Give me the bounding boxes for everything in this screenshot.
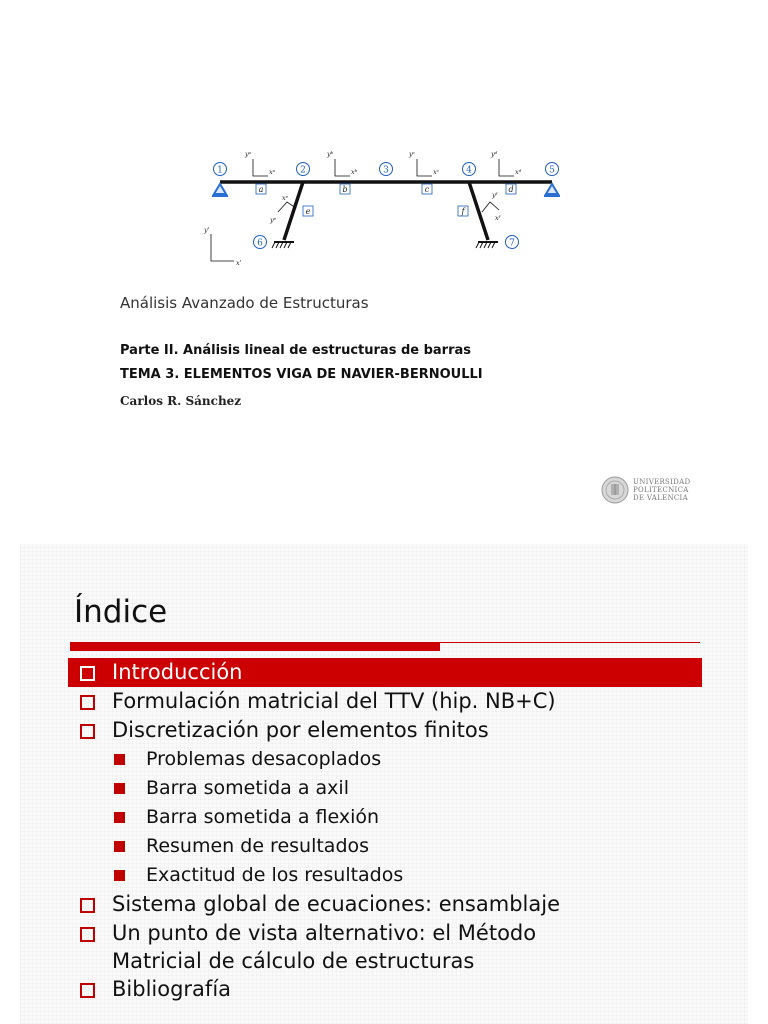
index-subitem-label: Barra sometida a axil (146, 777, 349, 799)
axis-yb-label: yᵇ (327, 150, 334, 158)
axis-xe-label: xᵉ (282, 194, 289, 202)
index-item-label: Sistema global de ecuaciones: ensamblaje (112, 892, 560, 916)
fixed-support-7-icon (476, 242, 498, 248)
filled-square-bullet-icon (114, 812, 125, 823)
index-subitem-flexion[interactable] (68, 803, 702, 832)
axis-ye-label: yᵉ (270, 216, 277, 224)
pin-support-5-icon (544, 184, 560, 196)
element-c-label: c (424, 185, 430, 194)
element-b-label: b (342, 185, 348, 194)
university-logo (601, 476, 690, 504)
index-subitem-label: Barra sometida a flexión (146, 806, 380, 828)
index-item-formulacion[interactable] (68, 687, 702, 716)
hollow-square-bullet-icon (80, 666, 95, 681)
axis-xglobal-label: x' (236, 259, 242, 267)
node-5-label: 5 (549, 165, 555, 176)
filled-square-bullet-icon (114, 754, 125, 765)
hollow-square-bullet-icon (80, 724, 95, 739)
index-item-label-line1: Un punto de vista alternativo: el Método (112, 921, 537, 945)
part-title: Parte II. Análisis lineal de estructuras de barras (120, 343, 472, 358)
hollow-square-bullet-icon (80, 898, 95, 913)
university-seal-icon (601, 476, 629, 504)
index-subitem-label: Resumen de resultados (146, 835, 370, 857)
index-subitem-resumen[interactable] (68, 832, 702, 861)
axis-yf-label: yᶠ (492, 191, 498, 199)
node-4-label: 4 (466, 165, 472, 176)
index-item-discretizacion[interactable] (68, 716, 702, 745)
axis-xf-label: xᶠ (495, 214, 501, 222)
node-2-label: 2 (300, 165, 306, 176)
index-subitem-axil[interactable] (68, 774, 702, 803)
node-1-label: 1 (217, 165, 223, 176)
index-item-label: Formulación matricial del TTV (hip. NB+C) (112, 689, 556, 713)
index-item-punto-de-vista[interactable] (68, 919, 702, 975)
author-name: Carlos R. Sánchez (120, 394, 242, 408)
hollow-square-bullet-icon (80, 983, 95, 998)
axis-yc-label: yᶜ (409, 150, 415, 158)
element-f-label: f (461, 207, 465, 216)
title-rule-thick (70, 643, 440, 651)
column-f-line (469, 182, 488, 240)
element-e-label: e (305, 207, 311, 216)
index-item-sistema-global[interactable] (68, 890, 702, 919)
axis-ya-label: yᵃ (245, 150, 252, 158)
index-item-label-line2: Matricial de cálculo de estructuras (112, 949, 475, 973)
hollow-square-bullet-icon (80, 695, 95, 710)
pin-support-1-icon (212, 184, 228, 196)
node-6-label: 6 (257, 238, 263, 249)
fixed-support-6-icon (272, 242, 294, 248)
index-subitem-exactitud[interactable] (68, 861, 702, 890)
index-list (68, 658, 702, 1004)
filled-square-bullet-icon (114, 870, 125, 881)
axis-xc-label: xᶜ (433, 168, 439, 176)
frame-diagram (190, 140, 570, 270)
element-d-label: d (508, 185, 514, 194)
index-title: Índice (74, 594, 168, 630)
filled-square-bullet-icon (114, 783, 125, 794)
hollow-square-bullet-icon (80, 927, 95, 942)
logo-line-2: POLITECNICA (633, 486, 689, 494)
tema-title: TEMA 3. ELEMENTOS VIGA DE NAVIER-BERNOULLI (120, 367, 483, 382)
axis-yd-label: yᵈ (491, 150, 498, 158)
course-title: Análisis Avanzado de Estructuras (120, 294, 369, 312)
index-subitem-label: Problemas desacoplados (146, 748, 382, 770)
index-item-label: Bibliografía (112, 977, 232, 1001)
index-slide (20, 544, 748, 1024)
filled-square-bullet-icon (114, 841, 125, 852)
axis-xd-label: xᵈ (515, 168, 522, 176)
index-item-bibliografia[interactable] (68, 975, 702, 1004)
element-a-label: a (258, 185, 264, 194)
index-subitem-problemas[interactable] (68, 745, 702, 774)
axis-xa-label: xᵃ (269, 168, 276, 176)
axis-xb-label: xᵇ (351, 168, 358, 176)
node-3-label: 3 (383, 165, 389, 176)
logo-line-3: DE VALENCIA (633, 494, 688, 502)
index-item-label: Discretización por elementos finitos (112, 718, 489, 742)
axis-yglobal-label: y' (204, 226, 210, 234)
index-item-label: Introducción (112, 660, 243, 684)
column-e-line (284, 182, 303, 240)
index-item-introduccion[interactable] (68, 658, 702, 687)
index-subitem-label: Exactitud de los resultados (146, 864, 404, 886)
node-7-label: 7 (509, 238, 515, 249)
logo-line-1: UNIVERSIDAD (633, 478, 691, 486)
